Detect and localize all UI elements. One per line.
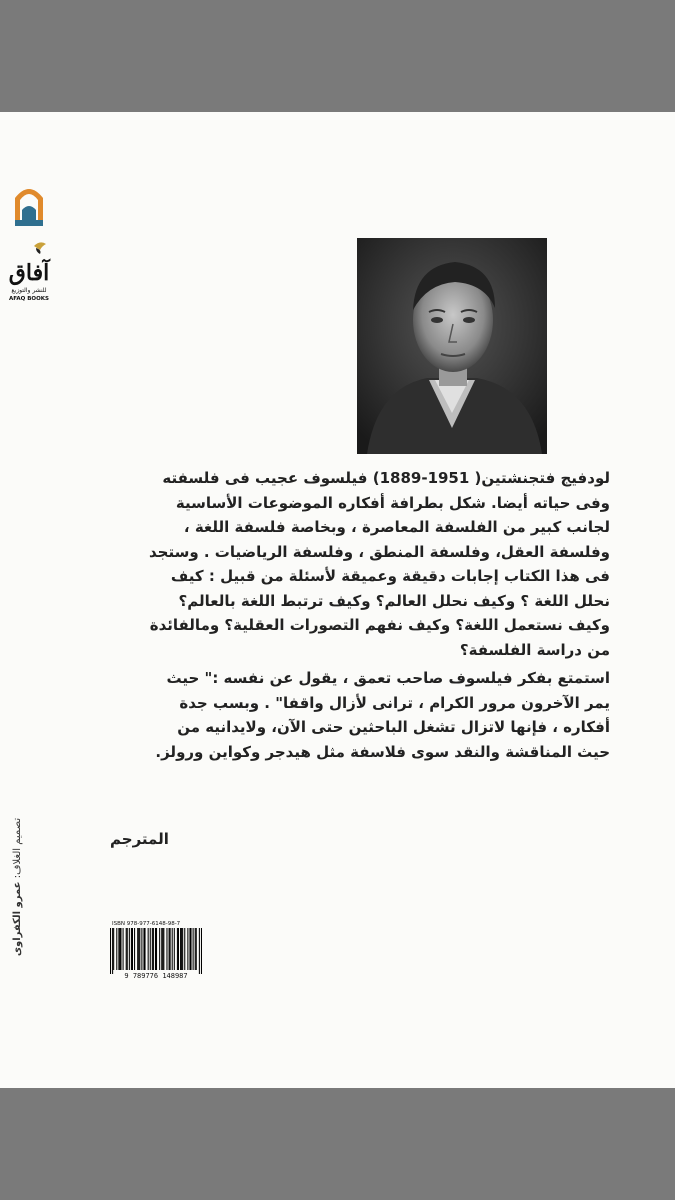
credit-name: عمرو الكفراوى bbox=[12, 881, 23, 957]
text-line: نحلل اللغة ؟ وكيف نحلل العالم؟ وكيف ترتبط اللغة بالعالم؟ bbox=[178, 591, 610, 610]
description-paragraph-1 bbox=[110, 466, 610, 662]
cover-design-credit bbox=[12, 812, 26, 962]
author-portrait-image bbox=[357, 238, 547, 454]
credit-label: تصميم الغلاف: bbox=[12, 817, 23, 879]
text-line: وكيف نستعمل اللغة؟ وكيف نفهم التصورات العقلية؟ ومالفائدة bbox=[149, 616, 610, 634]
text-line: وفلسفة العقل، وفلسفة المنطق ، وفلسفة الرياضيات . وستجد bbox=[148, 542, 610, 561]
afaq-logo-subtitle-ar: للنشر والتوزيع bbox=[11, 287, 47, 294]
isbn-label: ISBN 978-977-6148-98-7 bbox=[112, 921, 181, 927]
afaq-logo-subtitle-en: AFAQ BOOKS bbox=[9, 296, 49, 302]
text-line: حيث المناقشة والنقد سوى فلاسفة مثل هيدجر وكواين ورولز. bbox=[155, 742, 610, 761]
text-line: لودفيج فتجنشتين( 1951-1889) فيلسوف عجيب فى فلسفته bbox=[162, 469, 610, 487]
bottom-frame-border bbox=[0, 1088, 675, 1200]
text-line: أفكاره ، فإنها لاتزال تشغل الباحثين حتى الآن، ولايدانيه من bbox=[177, 718, 610, 736]
publisher-arch-logo-icon bbox=[12, 180, 46, 228]
author-photo bbox=[357, 238, 547, 454]
translator-signature: المترجم bbox=[110, 830, 169, 848]
text-line: يمر الآخرون مرور الكرام ، ترانى لأزال واقفا" . وبسب جدة bbox=[179, 693, 610, 712]
book-description bbox=[110, 466, 610, 764]
afaq-books-logo bbox=[6, 240, 52, 302]
top-frame-border bbox=[0, 0, 675, 112]
description-paragraph-2 bbox=[110, 666, 610, 764]
text-line: فى هذا الكتاب إجابات دقيقة وعميقة لأسئلة من قبيل : كيف bbox=[170, 567, 610, 585]
afaq-logo-text: آفاق bbox=[8, 260, 50, 286]
isbn-barcode bbox=[110, 928, 202, 974]
text-line: استمتع بفكر فيلسوف صاحب تعمق ، يقول عن نفسه :" حيث bbox=[166, 669, 610, 687]
barcode-digits: 9 789776 148987 bbox=[124, 972, 188, 980]
text-line: وفى حياته أيضا. شكل بطرافة أفكاره الموضوعات الأساسية bbox=[175, 493, 610, 512]
text-line: من دراسة الفلسفة؟ bbox=[459, 640, 610, 659]
text-line: لجانب كبير من الفلسفة المعاصرة ، وبخاصة فلسفة اللغة ، bbox=[183, 518, 610, 536]
